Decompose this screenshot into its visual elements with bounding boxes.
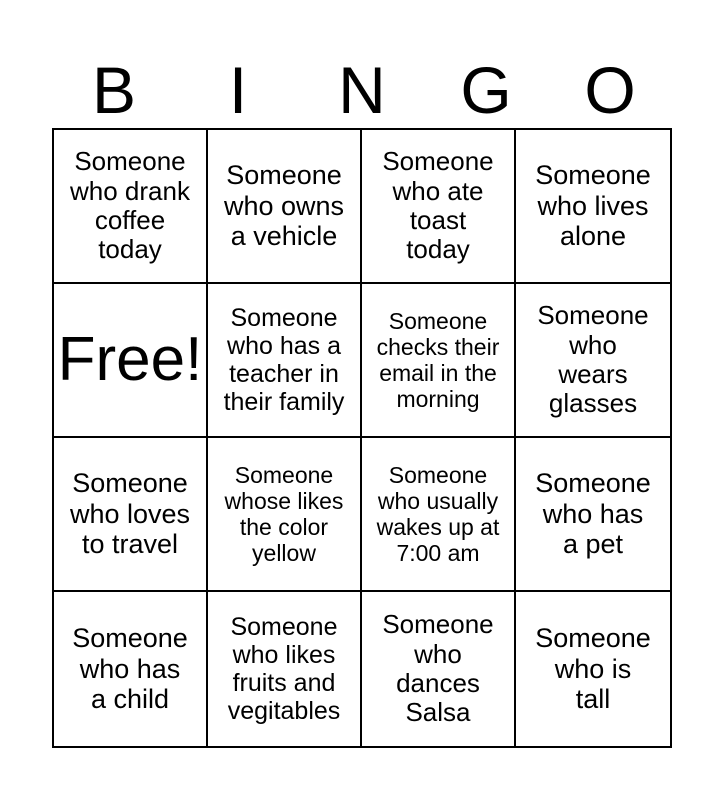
cell-text: Someone who has a child [72, 623, 188, 715]
cell-text: Someone who owns a vehicle [223, 160, 345, 252]
bingo-cell [516, 592, 670, 746]
cell-text: Someone who loves to travel [69, 468, 191, 560]
cell-text: Someone checks their email in the morning [376, 308, 500, 412]
cell-text: Someone who drank coffee today [70, 146, 190, 265]
bingo-cell [54, 592, 208, 746]
bingo-cell [208, 284, 362, 438]
bingo-cell [208, 130, 362, 284]
free-space-label: Free! [57, 325, 203, 394]
cell-text: Someone who usually wakes up at 7:00 am [376, 462, 500, 566]
bingo-cell [362, 438, 516, 592]
bingo-title [52, 52, 672, 128]
bingo-cell [516, 284, 670, 438]
bingo-cell [208, 438, 362, 592]
cell-text: Someone who is tall [535, 623, 651, 715]
free-space-cell [54, 284, 208, 438]
title-letter-g: G [460, 53, 512, 127]
title-letter-i: I [228, 53, 248, 127]
title-letter-n: N [338, 53, 386, 127]
cell-text: Someone who lives alone [535, 160, 651, 252]
bingo-cell [362, 130, 516, 284]
cell-text: Someone who likes fruits and vegitables [227, 612, 341, 726]
bingo-cell [54, 438, 208, 592]
cell-text: Someone whose likes the color yellow [224, 462, 344, 566]
cell-text: Someone who wears glasses [537, 300, 649, 419]
bingo-cell [516, 130, 670, 284]
cell-text: Someone who has a teacher in their family [223, 303, 345, 417]
bingo-board [52, 128, 672, 748]
cell-text: Someone who has a pet [535, 468, 651, 560]
bingo-cell [208, 592, 362, 746]
bingo-cell [362, 592, 516, 746]
bingo-cell [54, 130, 208, 284]
cell-text: Someone who ate toast today [382, 146, 494, 265]
title-letter-b: B [91, 53, 137, 127]
bingo-cell [516, 438, 670, 592]
cell-text: Someone who dances Salsa [382, 609, 494, 728]
bingo-cell [362, 284, 516, 438]
title-letter-o: O [584, 53, 636, 127]
